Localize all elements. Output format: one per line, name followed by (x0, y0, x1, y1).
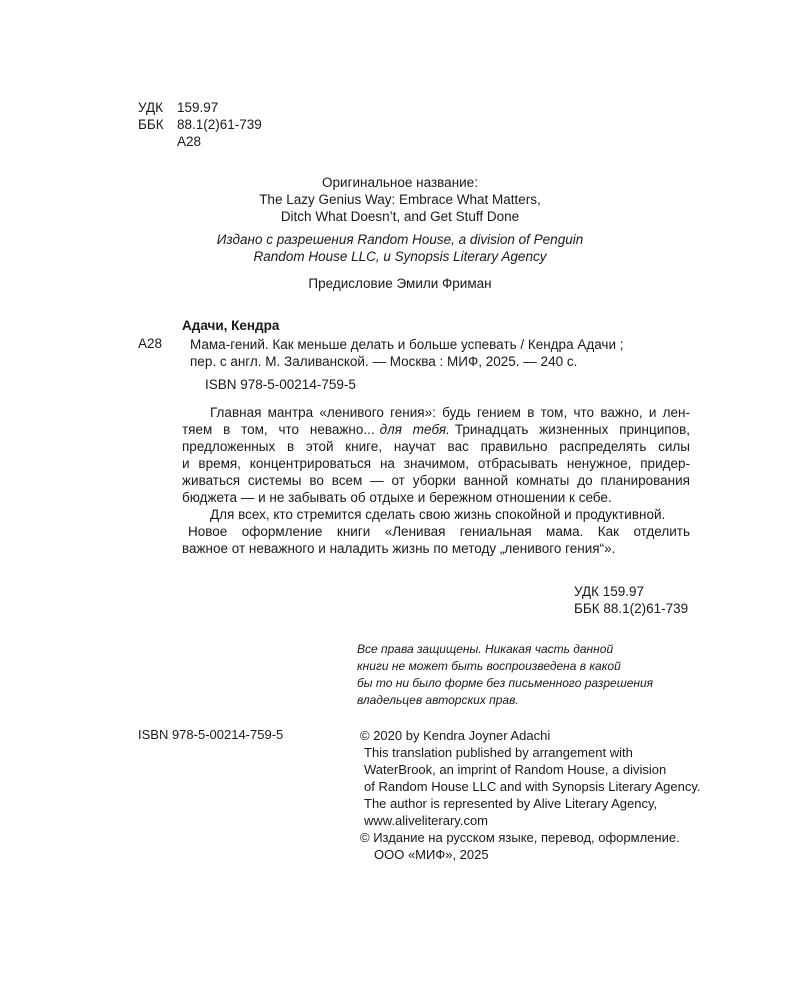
annotation-line: важное от неважного и наладить жизнь по методу „ленивого гения“». (182, 541, 616, 556)
catalog-mark: А28 (138, 336, 163, 351)
isbn-bottom: ISBN 978-5-00214-759-5 (138, 727, 284, 742)
catalog-line: пер. с англ. М. Заливанской. — Москва : МИФ, 2025. — 240 с. (190, 354, 578, 369)
bbk-bottom: ББК 88.1(2)61-739 (574, 601, 689, 616)
udk-bottom: УДК 159.97 (574, 584, 645, 599)
udk-value: 159.97 (177, 100, 219, 115)
copyright-line: The author is represented by Alive Literary Agency, (364, 796, 658, 811)
catalog-isbn: ISBN 978-5-00214-759-5 (205, 377, 356, 392)
annotation-line: и время, концентрироваться на значимом, отбрасывать ненужное, придер- (182, 456, 690, 471)
udk-label: УДК (138, 100, 163, 115)
annotation-line: Новое оформление книги «Ленивая гениальная мама. Как отделить (188, 524, 690, 539)
copyright-line: WaterBrook, an imprint of Random House, a division (364, 762, 667, 777)
original-title-line: Ditch What Doesn’t, and Get Stuff Done (280, 209, 520, 224)
copyright-line: ООО «МИФ», 2025 (374, 847, 489, 862)
annotation-line: предложенных в этой книге, научат вас правильно распределять силы (182, 439, 690, 454)
permission-block (170, 231, 630, 265)
catalog-author: Адачи, Кендра (182, 318, 280, 333)
permission-line: Издано с разрешения Random House, a division of Penguin (216, 232, 584, 247)
copyright-line: © 2020 by Kendra Joyner Adachi (360, 728, 551, 743)
copyright-line: www.aliveliterary.com (364, 813, 489, 828)
copyright-line: This translation published by arrangement with (364, 745, 633, 760)
catalog-line: Мама-гений. Как меньше делать и больше успевать / Кендра Адачи ; (190, 337, 624, 352)
permission-line: Random House LLC, и Synopsis Literary Agency (253, 249, 547, 264)
rights-block (357, 641, 653, 709)
annotation-line: бюджета — и не забывать об отдыхе и бережном отношении к себе. (182, 490, 612, 505)
annotation-line: живаться системы во всем — от уборки ванной комнаты до планирования (182, 473, 690, 488)
annotation (182, 404, 690, 557)
udk-bottom-block (574, 583, 688, 617)
rights-line: книги не может быть воспроизведена в какой (357, 659, 621, 673)
annotation-line: тяем в том, что неважно... для тебя. Тринадцать жизненных принципов, (182, 422, 690, 437)
author-mark: А28 (177, 134, 202, 149)
original-title-label: Оригинальное название: (322, 175, 478, 190)
rights-line: владельцев авторских прав. (357, 693, 519, 707)
original-title-block (200, 174, 600, 225)
original-title-line: The Lazy Genius Way: Embrace What Matters, (259, 192, 541, 207)
copyright-line: of Random House LLC and with Synopsis Literary Agency. (364, 779, 701, 794)
annotation-italic: для тебя. (379, 422, 450, 437)
udk-header-block (138, 99, 262, 150)
bbk-value: 88.1(2)61-739 (177, 117, 262, 132)
catalog-entry (190, 336, 690, 370)
rights-line: Все права защищены. Никакая часть данной (357, 642, 614, 656)
foreword: Предисловие Эмили Фриман (308, 276, 492, 291)
copyright-line: © Издание на русском языке, перевод, оформление. (360, 830, 680, 845)
copyright-block (360, 727, 701, 863)
rights-line: бы то ни было форме без письменного разрешения (357, 676, 654, 690)
annotation-line: Главная мантра «ленивого гения»: будь гением в том, что важно, и лен- (210, 405, 690, 420)
bbk-label: ББК (138, 117, 164, 132)
annotation-line: Для всех, кто стремится сделать свою жизнь спокойной и продуктивной. (210, 507, 666, 522)
